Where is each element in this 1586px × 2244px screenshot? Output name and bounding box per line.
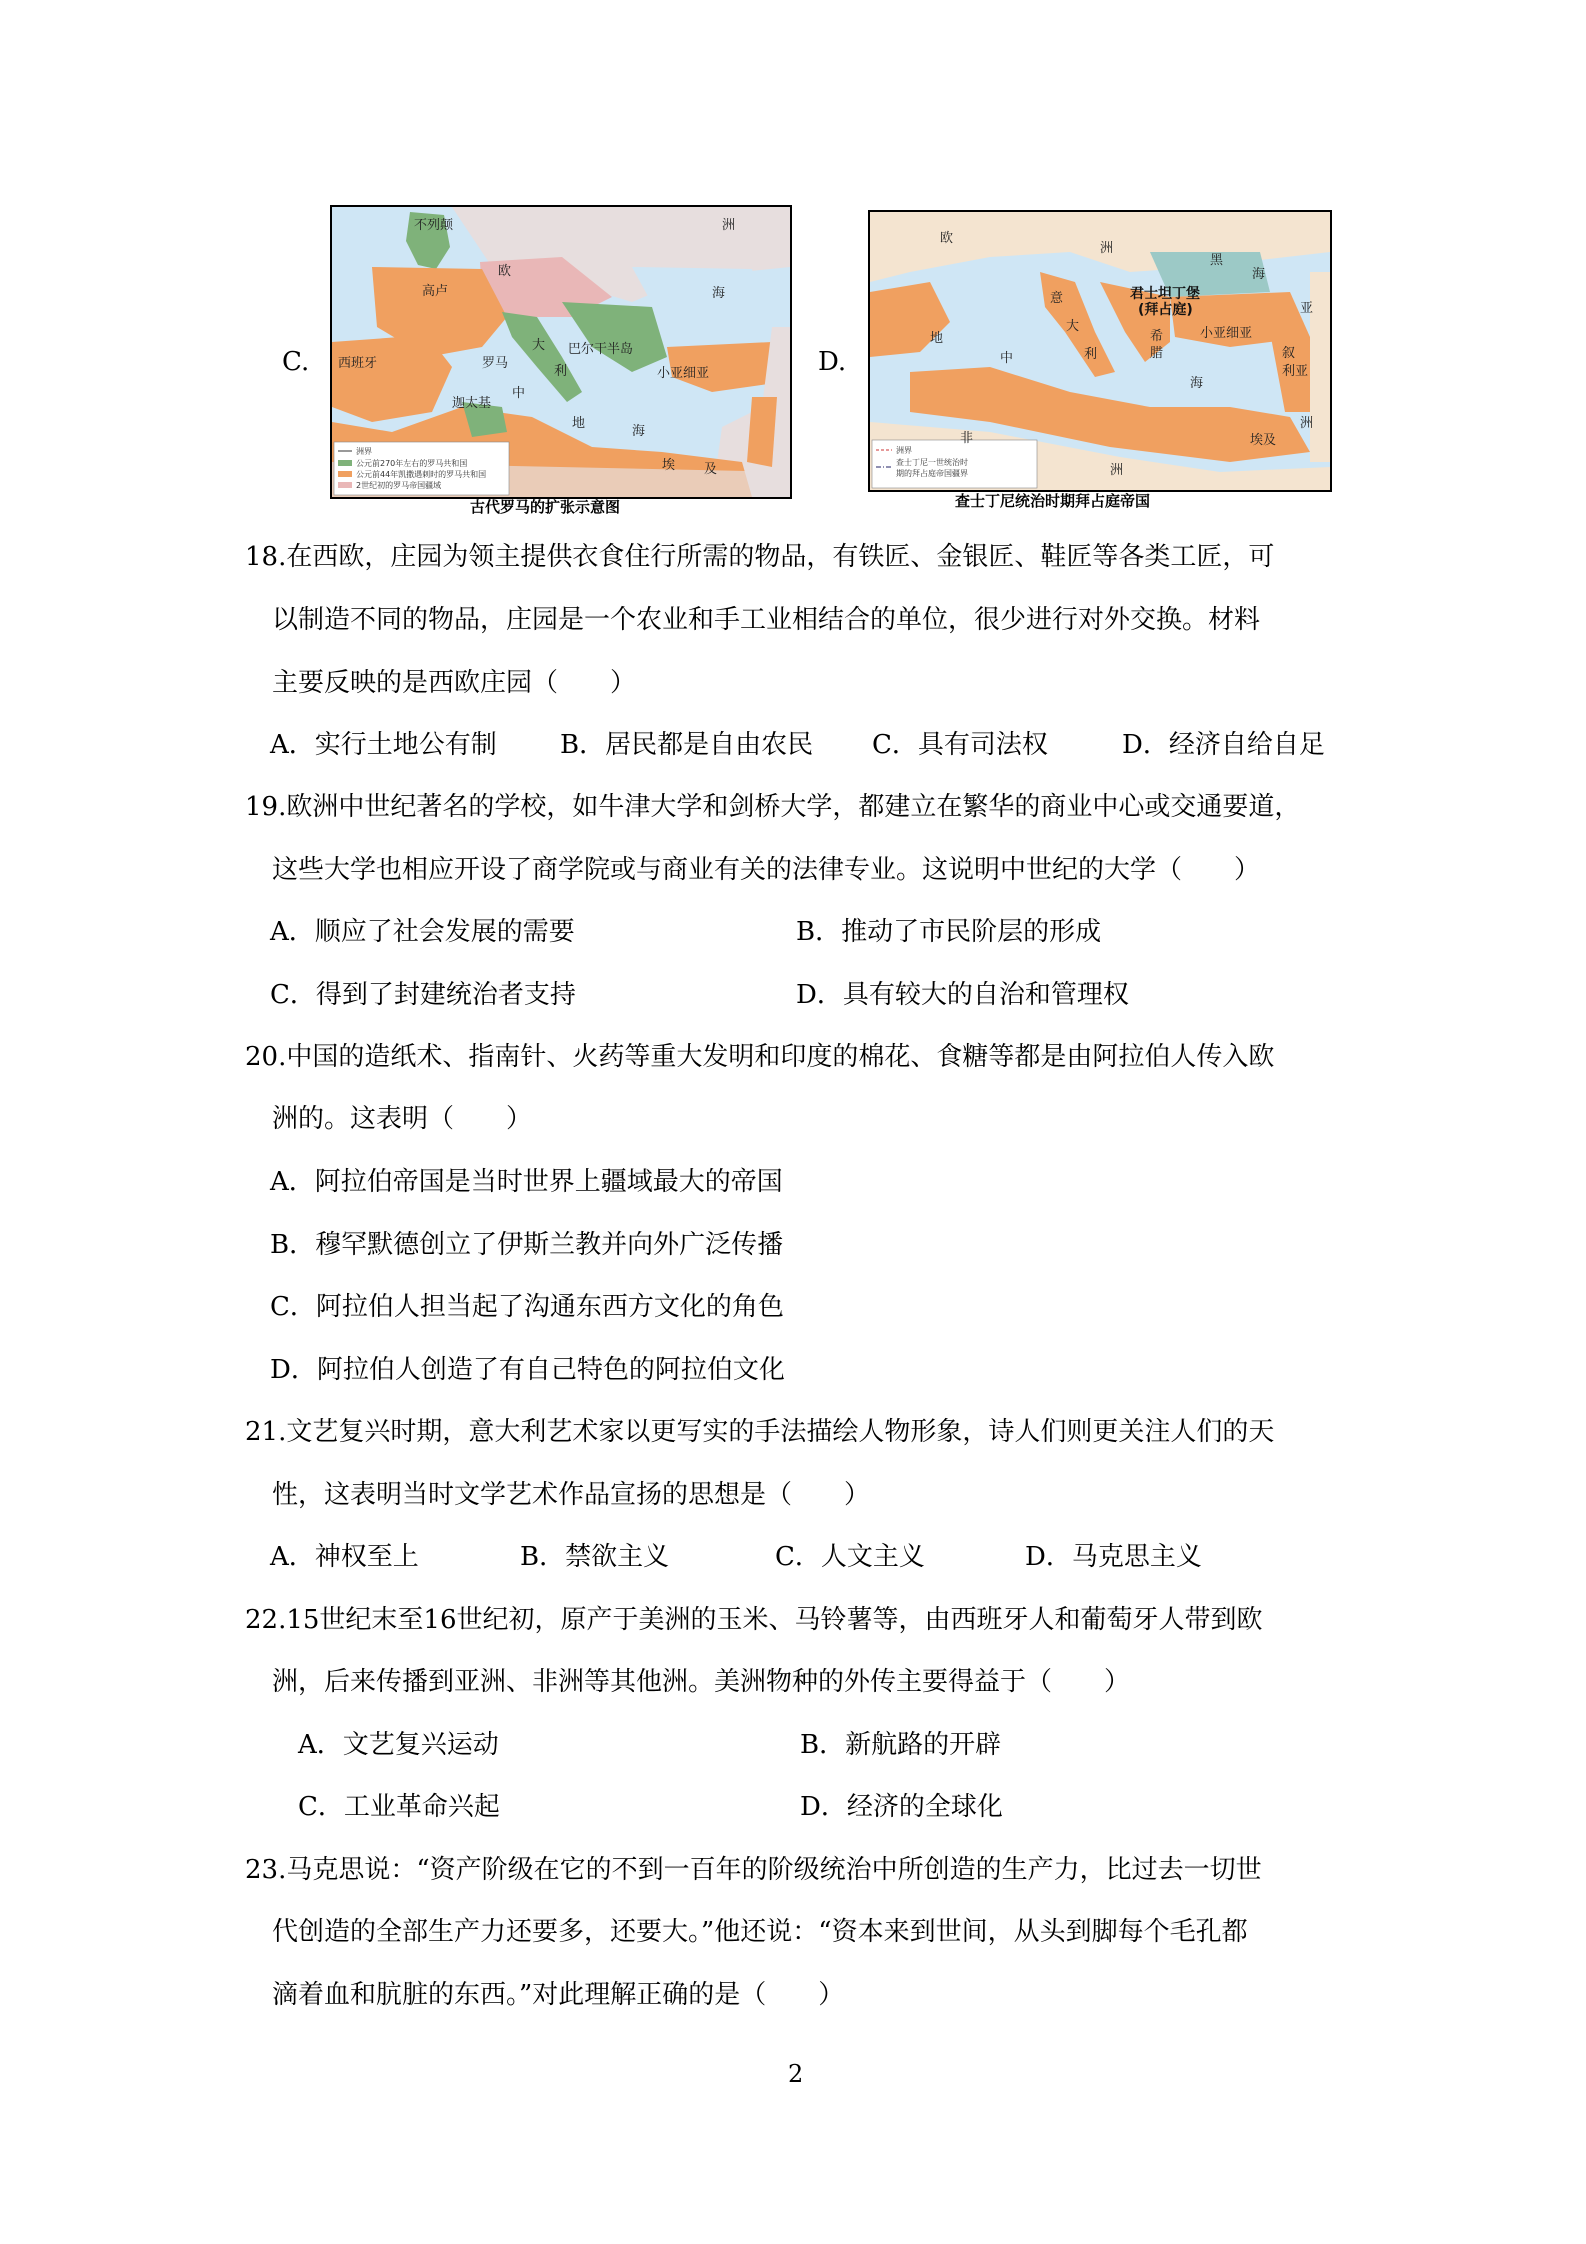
- byz-label-italy-2: 大: [1066, 319, 1080, 334]
- rome-label-spain: 西班牙: [338, 356, 378, 371]
- byz-label-black-1: 黑: [1210, 253, 1224, 268]
- byzantine-empire-map: [868, 210, 1332, 492]
- byz-label-syria-1: 叙: [1282, 346, 1296, 361]
- byz-label-asia-2: 洲: [1300, 416, 1314, 431]
- q19-option-b[interactable]: B．推动了市民阶层的形成: [796, 917, 1102, 947]
- byz-label-syria-2: 利亚: [1282, 364, 1309, 379]
- q23-line-2: 代创造的全部生产力还要多，还要大。”他还说：“资本来到世间，从头到脚每个毛孔都: [272, 1917, 1248, 1947]
- rome-label-sea-2: 海: [632, 424, 646, 439]
- rome-label-egypt-2: 及: [704, 462, 718, 477]
- byz-label-europe-1: 欧: [940, 231, 954, 246]
- rome-label-continent: 洲: [722, 218, 736, 233]
- q20-line-2: 洲的。这表明（ ）: [272, 1104, 533, 1134]
- q18-line-3: 主要反映的是西欧庄园（ ）: [272, 668, 637, 698]
- q23-line-1: 23.马克思说：“资产阶级在它的不到一百年的阶级统治中所创造的生产力，比过去一切世: [245, 1855, 1262, 1885]
- rome-legend-1: 公元前270年左右的罗马共和国: [356, 459, 468, 468]
- q18-line-1: 18.在西欧，庄园为领主提供衣食住行所需的物品，有铁匠、金银匠、鞋匠等各类工匠，可: [245, 542, 1275, 572]
- byz-label-africa-1: 非: [960, 431, 974, 446]
- q22-line-2: 洲，后来传播到亚洲、非洲等其他洲。美洲物种的外传主要得益于（ ）: [272, 1667, 1131, 1697]
- q21-line-1: 21.文艺复兴时期，意大利艺术家以更写实的手法描绘人物形象，诗人们则更关注人们的天: [245, 1417, 1275, 1447]
- byz-label-greece-2: 腊: [1150, 346, 1164, 361]
- q19-line-2: 这些大学也相应开设了商学院或与商业有关的法律专业。这说明中世纪的大学（ ）: [272, 855, 1261, 885]
- byz-label-med-3: 海: [1190, 376, 1204, 391]
- q18-option-d[interactable]: D．经济自给自足: [1122, 730, 1325, 760]
- page-number: 2: [788, 2060, 804, 2088]
- byz-label-med-2: 中: [1000, 351, 1014, 366]
- byz-label-asia-minor: 小亚细亚: [1200, 326, 1253, 341]
- q21-option-b[interactable]: B．禁欲主义: [520, 1542, 670, 1572]
- q21-line-2: 性，这表明当时文学艺术作品宣扬的思想是（ ）: [272, 1480, 871, 1510]
- rome-label-sea-1: 海: [712, 286, 726, 301]
- rome-legend-0: 洲界: [356, 447, 372, 456]
- rome-legend-3: 2世纪初的罗马帝国疆域: [356, 481, 442, 490]
- q21-option-c[interactable]: C．人文主义: [775, 1542, 925, 1572]
- rome-label-med-2: 地: [572, 416, 586, 431]
- byzantine-map-caption: 查士丁尼统治时期拜占庭帝国: [955, 492, 1151, 510]
- q19-line-1: 19.欧洲中世纪著名的学校，如牛津大学和剑桥大学，都建立在繁华的商业中心或交通要道，: [245, 792, 1301, 822]
- rome-expansion-map: [330, 205, 792, 499]
- option-c-label: C.: [282, 347, 310, 377]
- q22-option-c[interactable]: C．工业革命兴起: [298, 1792, 500, 1822]
- byz-label-asia-1: 亚: [1300, 301, 1314, 316]
- byz-label-greece-1: 希: [1150, 329, 1164, 344]
- byz-label-constantinople: 君士坦丁堡: [1130, 286, 1200, 302]
- q20-line-1: 20.中国的造纸术、指南针、火药等重大发明和印度的棉花、食糖等都是由阿拉伯人传入欧: [245, 1042, 1275, 1072]
- q18-line-2: 以制造不同的物品，庄园是一个农业和手工业相结合的单位，很少进行对外交换。材料: [272, 605, 1261, 635]
- q19-option-d[interactable]: D．具有较大的自治和管理权: [796, 980, 1129, 1010]
- rome-label-italy-1: 大: [532, 338, 546, 353]
- rome-map-caption: 古代罗马的扩张示意图: [470, 498, 621, 516]
- byz-legend-1: 查士丁尼一世统治时: [896, 458, 968, 467]
- q20-option-a[interactable]: A．阿拉伯帝国是当时世界上疆域最大的帝国: [270, 1167, 783, 1197]
- byz-label-africa-2: 洲: [1110, 463, 1124, 478]
- q19-option-c[interactable]: C．得到了封建统治者支持: [270, 980, 576, 1010]
- q22-option-b[interactable]: B．新航路的开辟: [800, 1730, 1002, 1760]
- q22-option-a[interactable]: A．文艺复兴运动: [298, 1730, 499, 1760]
- rome-label-carthage: 迦太基: [452, 396, 492, 411]
- q20-option-b[interactable]: B．穆罕默德创立了伊斯兰教并向外广泛传播: [270, 1230, 784, 1260]
- byz-label-black-2: 海: [1252, 267, 1266, 282]
- rome-label-gaul: 高卢: [422, 284, 449, 299]
- byz-legend-2: 期的拜占庭帝国疆界: [896, 469, 968, 478]
- q23-line-3: 滴着血和肮脏的东西。”对此理解正确的是（ ）: [272, 1980, 845, 2010]
- byz-label-italy-1: 意: [1050, 291, 1064, 306]
- q19-option-a[interactable]: A．顺应了社会发展的需要: [270, 917, 575, 947]
- rome-label-italy-2: 利: [554, 364, 568, 379]
- rome-label-europe: 欧: [498, 264, 512, 279]
- rome-label-rome: 罗马: [482, 356, 509, 371]
- q21-option-a[interactable]: A．神权至上: [270, 1542, 419, 1572]
- byz-label-italy-3: 利: [1084, 347, 1098, 362]
- byz-label-europe-2: 洲: [1100, 241, 1114, 256]
- byz-label-byzantium: (拜占庭): [1138, 302, 1193, 318]
- rome-label-britain: 不列颠: [414, 218, 454, 233]
- byz-label-med-1: 地: [930, 331, 944, 346]
- rome-label-egypt-1: 埃: [662, 458, 676, 473]
- q22-option-d[interactable]: D．经济的全球化: [800, 1792, 1003, 1822]
- q21-option-d[interactable]: D．马克思主义: [1025, 1542, 1202, 1572]
- byz-legend-0: 洲界: [896, 446, 912, 455]
- option-d-label: D.: [818, 347, 847, 377]
- rome-label-asia-minor: 小亚细亚: [657, 366, 710, 381]
- q18-option-c[interactable]: C．具有司法权: [872, 730, 1048, 760]
- rome-label-med-1: 中: [512, 386, 526, 401]
- q18-option-a[interactable]: A．实行土地公有制: [270, 730, 497, 760]
- rome-label-balkans: 巴尔干半岛: [568, 342, 634, 357]
- q22-line-1: 22.15世纪末至16世纪初，原产于美洲的玉米、马铃薯等，由西班牙人和葡萄牙人带到欧: [245, 1605, 1263, 1635]
- byz-label-egypt: 埃及: [1250, 433, 1277, 448]
- q20-option-c[interactable]: C．阿拉伯人担当起了沟通东西方文化的角色: [270, 1292, 784, 1322]
- rome-legend-2: 公元前44年凯撒遇刺时的罗马共和国: [356, 470, 487, 479]
- q20-option-d[interactable]: D．阿拉伯人创造了有自己特色的阿拉伯文化: [270, 1355, 785, 1385]
- q18-option-b[interactable]: B．居民都是自由农民: [560, 730, 814, 760]
